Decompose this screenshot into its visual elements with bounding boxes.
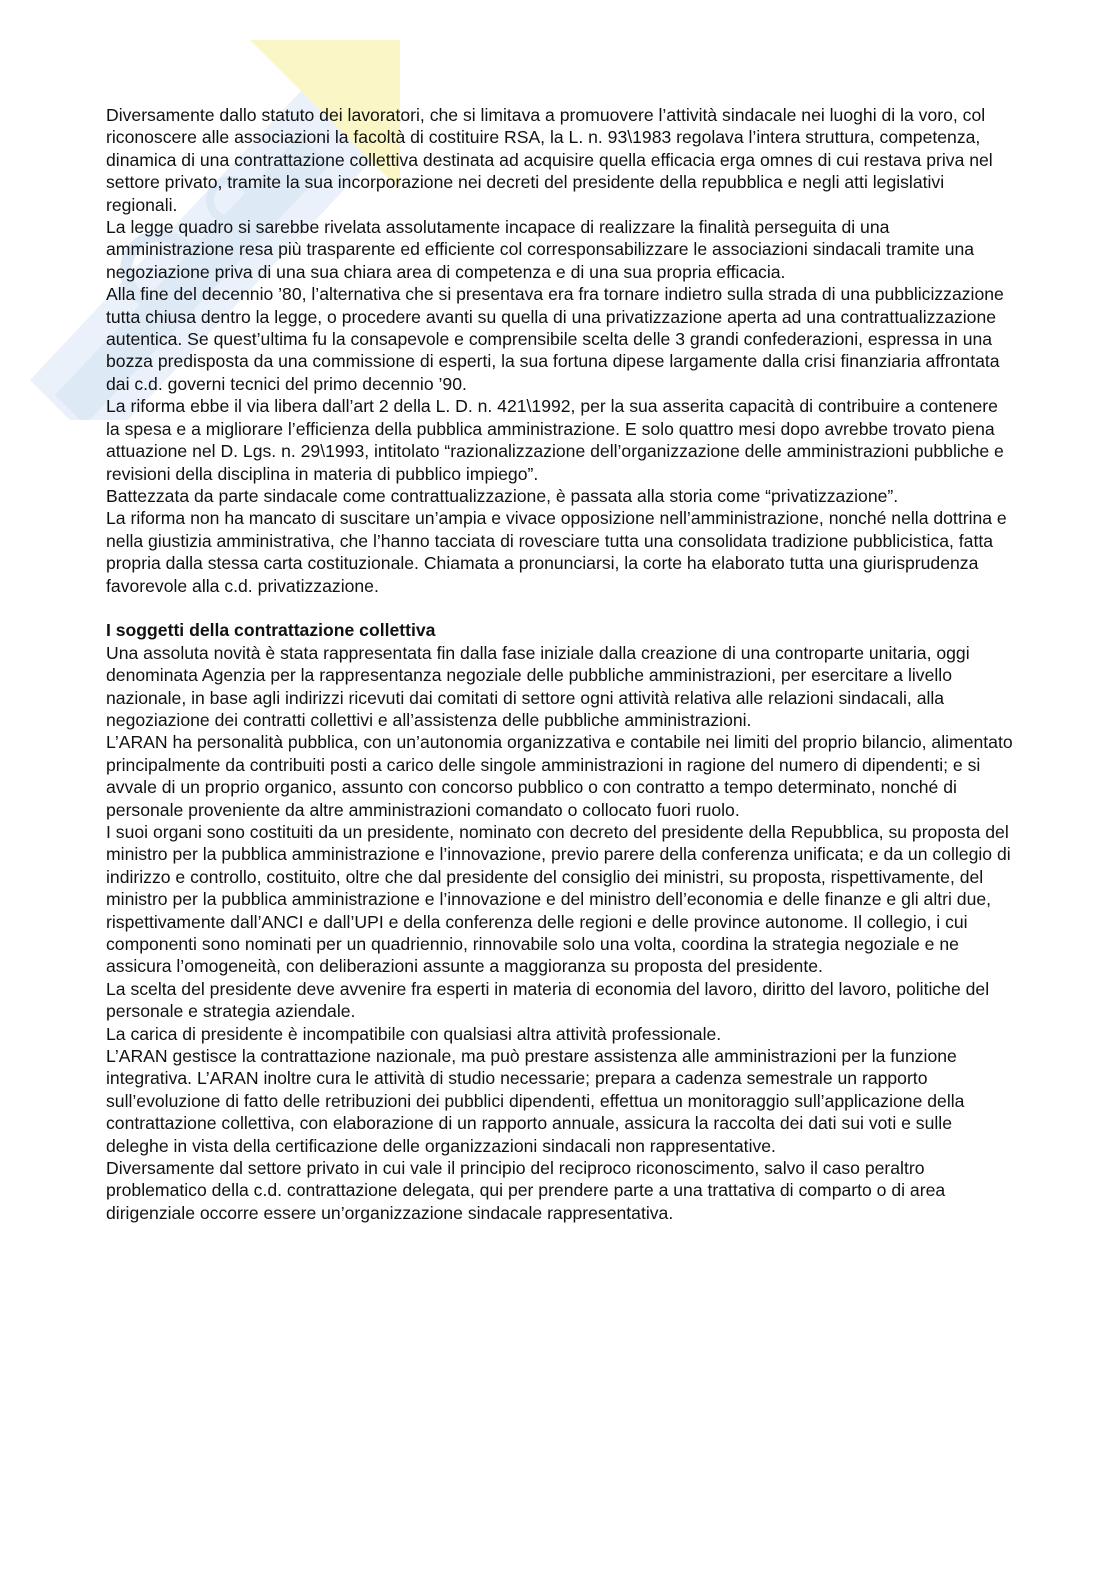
paragraph: Diversamente dallo statuto dei lavoratori, che si limitava a promuovere l’attività sindacale nei luoghi di la voro, col riconoscere alle associazioni la facoltà di costituire RSA, la L. n. 93\1983 regolava l’intera struttura, competenza, dinamica di una contrattazione collettiva destinata ad acquisire quella efficacia erga omnes di cui restava priva nel settore privato, tramite la sua incorporazione nei decreti del presidente della repubblica e negli atti legislativi regionali. bbox=[106, 105, 993, 215]
paragraph: La riforma non ha mancato di suscitare un’ampia e vivace opposizione nell’amministrazione, nonché nella dottrina e nella giustizia amministrativa, che l’hanno tacciata di rovesciare tutta una consolidata tradizione pubblicistica, fatta propria dalla stessa carta costituzionale. Chiamata a pronunciarsi, la corte ha elaborato tutta una giurisprudenza favorevole alla c.d. privatizzazione. bbox=[106, 508, 1007, 596]
paragraph: La scelta del presidente deve avvenire fra esperti in materia di economia del lavoro, diritto del lavoro, politiche del personale e strategia aziendale. bbox=[106, 978, 990, 1022]
paragraph: Alla fine del decennio ’80, l’alternativa che si presentava era fra tornare indietro sulla strada di una pubblicizzazione tutta chiusa dentro la legge, o procedere avanti su quella di una privatizzazione aperta ad una contrattualizzazione autentica. Se quest’ultima fu la consapevole e comprensibile scelta delle 3 grandi confederazioni, espressa in una bozza predisposta da una commissione di esperti, la sua fortuna dipese largamente dalla crisi finanziaria affrontata dai c.d. governi tecnici del primo decennio ’90. bbox=[106, 284, 1004, 394]
document-body bbox=[106, 104, 1016, 1224]
blank-line bbox=[106, 597, 1016, 619]
paragraph: Battezzata da parte sindacale come contrattualizzazione, è passata alla storia come “privatizzazione”. bbox=[106, 485, 899, 506]
paragraph: La legge quadro si sarebbe rivelata assolutamente incapace di realizzare la finalità perseguita di una amministrazione resa più trasparente ed efficiente col corresponsabilizzare le associazioni sindacali tramite una negoziazione priva di una sua chiara area di competenza e di una sua propria efficacia. bbox=[106, 217, 975, 282]
paragraph: La riforma ebbe il via libera dall’art 2 della L. D. n. 421\1992, per la sua asserita capacità di contribuire a contenere la spesa e a migliorare l’efficienza della pubblica amministrazione. E solo quattro mesi dopo avrebbe trovato piena attuazione nel D. Lgs. n. 29\1993, intitolato “razionalizzazione dell’organizzazione delle amministrazioni pubbliche e revisioni della disciplina in materia di pubblico impiego”. bbox=[106, 396, 1004, 484]
paragraph: Una assoluta novità è stata rappresentata fin dalla fase iniziale dalla creazione di una controparte unitaria, oggi denominata Agenzia per la rappresentanza negoziale delle pubbliche amministrazioni, per esercitare a livello nazionale, in base agli indirizzi ricevuti dai comitati di settore ogni attività relativa alle relazioni sindacali, alla negoziazione dei contratti collettivi e all’assistenza delle pubbliche amministrazioni. bbox=[106, 642, 970, 730]
paragraph: Diversamente dal settore privato in cui vale il principio del reciproco riconoscimento, salvo il caso peraltro problematico della c.d. contrattazione delegata, qui per prendere parte a una trattativa di comparto o di area dirigenziale occorre essere un’organizzazione sindacale rappresentativa. bbox=[106, 1158, 946, 1223]
paragraph: L’ARAN gestisce la contrattazione nazionale, ma può prestare assistenza alle amministrazioni per la funzione integrativa. L’ARAN inoltre cura le attività di studio necessarie; prepara a cadenza semestrale un rapporto sull’evoluzione di fatto delle retribuzioni dei pubblici dipendenti, effettua un monitoraggio sull’applicazione della contrattazione collettiva, con elaborazione di un rapporto annuale, assicura la raccolta dei dati sui voti e sulle deleghe in vista della certificazione delle organizzazioni sindacali non rappresentative. bbox=[106, 1046, 965, 1156]
paragraph: L’ARAN ha personalità pubblica, con un’autonomia organizzativa e contabile nei limiti del proprio bilancio, alimentato principalmente da contribuiti posti a carico delle singole amministrazioni in ragione del numero di dipendenti; e si avvale di un proprio organico, assunto con concorso pubblico o con contratto a tempo determinato, nonché di personale proveniente da altre amministrazioni comandato o collocato fuori ruolo. bbox=[106, 732, 1013, 820]
paragraph: La carica di presidente è incompatibile con qualsiasi altra attività professionale. bbox=[106, 1023, 722, 1044]
section-heading: I soggetti della contrattazione collettiva bbox=[106, 620, 436, 641]
paragraph: I suoi organi sono costituiti da un presidente, nominato con decreto del presidente della Repubblica, su proposta del ministro per la pubblica amministrazione e l’innovazione, previo parere della conferenza unificata; e da un collegio di indirizzo e controllo, costituito, oltre che dal presidente del consiglio dei ministri, su proposta, rispettivamente, del ministro per la pubblica amministrazione e l’innovazione e del ministro dell’economia e delle finanze e gli altri due, rispettivamente dall’ANCI e dall’UPI e della conferenza delle regioni e delle province autonome. Il collegio, i cui componenti sono nominati per un quadriennio, rinnovabile solo una volta, coordina la strategia negoziale e ne assicura l’omogeneità, con deliberazioni assunte a maggioranza su proposta del presidente. bbox=[106, 821, 1011, 977]
